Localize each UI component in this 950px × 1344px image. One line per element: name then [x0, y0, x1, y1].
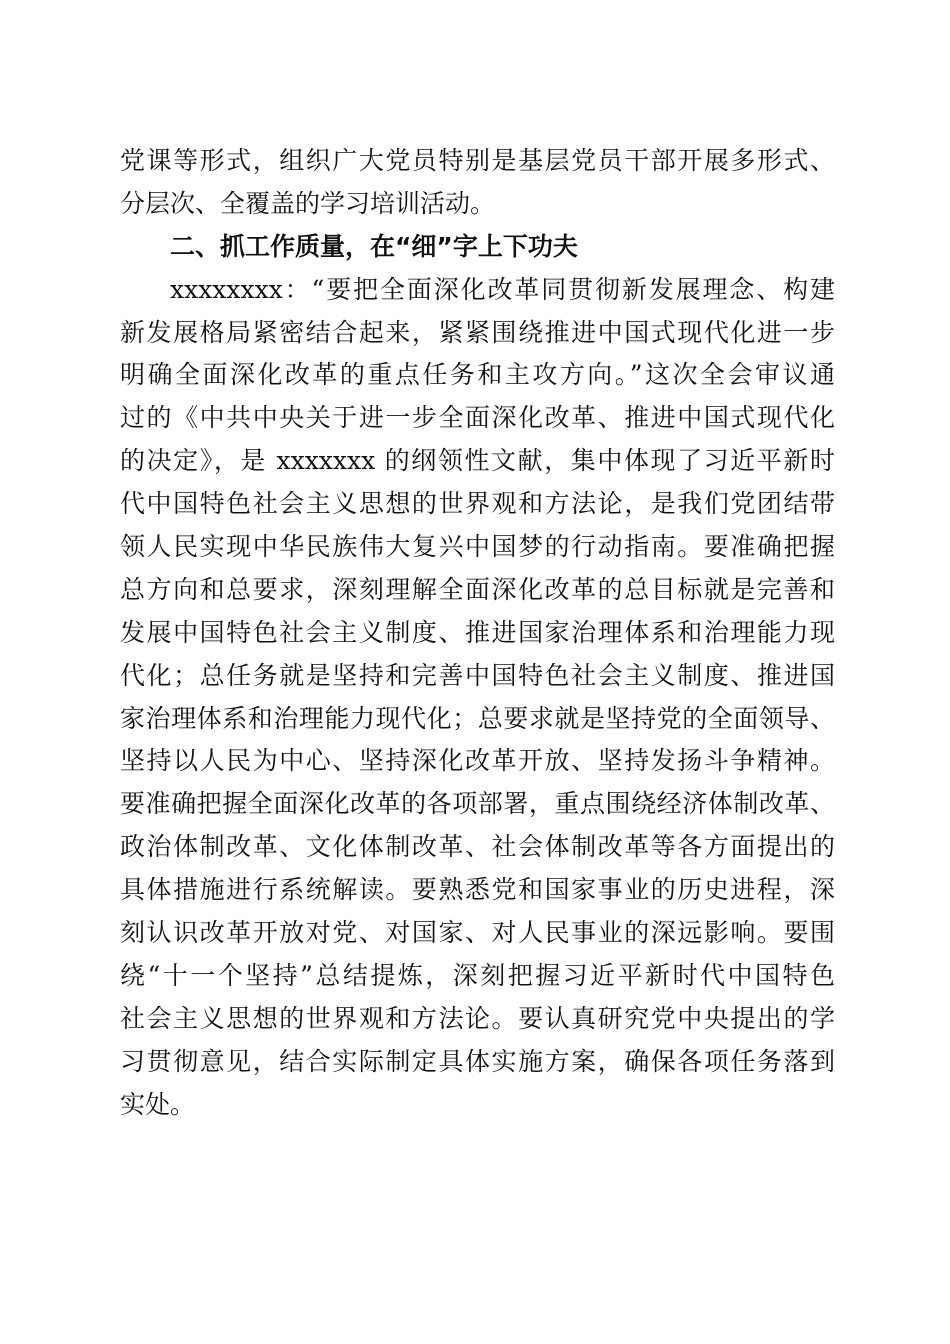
paragraph-line: xxxxxxxx：“要把全面深化改革同贯彻新发展理念、构建 [170, 274, 835, 304]
paragraph-line: 具体措施进行系统解读。要熟悉党和国家事业的历史进程，深 [120, 875, 835, 905]
paragraph-line: 绕“十一个坚持”总结提炼，深刻把握习近平新时代中国特色 [120, 960, 835, 990]
paragraph-line: 代化；总任务就是坚持和完善中国特色社会主义制度、推进国 [120, 660, 835, 690]
paragraph-line: 领人民实现中华民族伟大复兴中国梦的行动指南。要准确把握 [120, 532, 835, 562]
paragraph-line: 新发展格局紧密结合起来，紧紧围绕推进中国式现代化进一步 [120, 317, 835, 347]
paragraph-line: 明确全面深化改革的重点任务和主攻方向。”这次全会审议通 [120, 360, 835, 390]
paragraph-line: 家治理体系和治理能力现代化；总要求就是坚持党的全面领导、 [120, 703, 835, 733]
paragraph-line: 发展中国特色社会主义制度、推进国家治理体系和治理能力现 [120, 617, 835, 647]
paragraph-line: 党课等形式，组织广大党员特别是基层党员干部开展多形式、 [120, 146, 835, 175]
paragraph-line: 坚持以人民为中心、坚持深化改革开放、坚持发扬斗争精神。 [120, 746, 835, 776]
document-body [120, 140, 835, 1126]
paragraph-line: 的决定》，是 xxxxxxx 的纲领性文献，集中体现了习近平新时 [120, 446, 835, 476]
paragraph-line: 要准确把握全面深化改革的各项部署，重点围绕经济体制改革、 [120, 789, 835, 819]
paragraph-line: 社会主义思想的世界观和方法论。要认真研究党中央提出的学 [120, 1003, 835, 1033]
paragraph-line: 代中国特色社会主义思想的世界观和方法论，是我们党团结带 [120, 489, 835, 519]
paragraph-line: 习贯彻意见，结合实际制定具体实施方案，确保各项任务落到 [120, 1046, 835, 1076]
paragraph-line: 总方向和总要求，深刻理解全面深化改革的总目标就是完善和 [120, 574, 835, 604]
section-heading: 二、抓工作质量，在“细”字上下功夫 [170, 231, 578, 261]
paragraph-line: 政治体制改革、文化体制改革、社会体制改革等各方面提出的 [120, 832, 835, 862]
paragraph-line: 分层次、全覆盖的学习培训活动。 [120, 188, 496, 218]
paragraph-line: 过的《中共中央关于进一步全面深化改革、推进中国式现代化 [120, 403, 835, 433]
paragraph-line: 实处。 [120, 1089, 196, 1119]
paragraph-line: 刻认识改革开放对党、对国家、对人民事业的深远影响。要围 [120, 918, 835, 948]
